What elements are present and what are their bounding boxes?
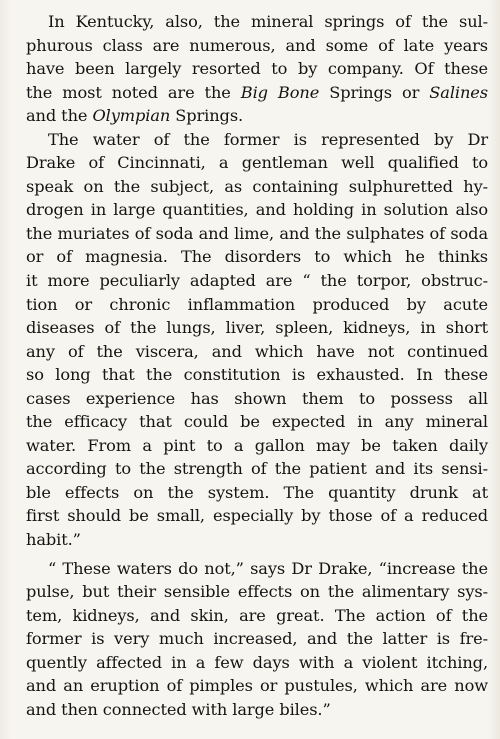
text-line: habit.” <box>26 530 81 550</box>
text-line: “ These waters do not,” says Dr Drake, “increase the <box>48 558 488 578</box>
paragraph-waters-effects <box>26 557 488 722</box>
text-line: the efficacy that could be expected in any mineral <box>26 412 488 432</box>
paragraph-dr-drake <box>26 128 488 552</box>
text-line: have been largely resorted to by company. Of these <box>26 59 488 79</box>
page-text <box>26 10 488 721</box>
text-line: drogen in large quantities, and holding in solution also <box>26 200 488 220</box>
text-line: and the Olympian Springs. <box>26 106 244 126</box>
text-line: The water of the former is represented by Dr <box>48 129 488 149</box>
text-line: and then connected with large biles.” <box>26 699 331 719</box>
text-line: phurous class are numerous, and some of late years <box>26 35 488 55</box>
text-line: the muriates of soda and lime, and the sulphates of soda <box>26 223 488 243</box>
text-line: and an eruption of pimples or pustules, which are now <box>26 676 488 696</box>
text-line: Drake of Cincinnati, a gentleman well qualified to <box>26 153 488 173</box>
text-line: former is very much increased, and the latter is fre- <box>26 629 488 649</box>
text-line: cases experience has shown them to possess all <box>26 388 488 408</box>
text-line: first should be small, especially by those of a reduced <box>26 506 488 526</box>
text-line: the most noted are the Big Bone Springs or Salines <box>26 82 488 102</box>
text-line: ble effects on the system. The quantity drunk at <box>26 482 488 502</box>
text-line: In Kentucky, also, the mineral springs of the sul- <box>48 12 488 31</box>
text-line: tem, kidneys, and skin, are great. The action of the <box>26 605 488 625</box>
text-line: tion or chronic inflammation produced by acute <box>26 294 488 314</box>
paragraph-kentucky-springs <box>26 10 488 128</box>
text-line: it more peculiarly adapted are “ the torpor, obstruc- <box>26 271 488 291</box>
text-line: water. From a pint to a gallon may be taken daily <box>26 435 488 455</box>
text-line: so long that the constitution is exhausted. In these <box>26 365 488 385</box>
text-line: according to the strength of the patient and its sensi- <box>26 459 488 479</box>
text-line: any of the viscera, and which have not continued <box>26 341 488 361</box>
text-line: diseases of the lungs, liver, spleen, kidneys, in short <box>26 318 488 338</box>
text-line: quently affected in a few days with a violent itching, <box>26 652 488 672</box>
text-line: speak on the subject, as containing sulphuretted hy- <box>26 176 488 196</box>
text-line: or of magnesia. The disorders to which he thinks <box>26 247 488 267</box>
text-line: pulse, but their sensible effects on the alimentary sys- <box>26 582 488 602</box>
